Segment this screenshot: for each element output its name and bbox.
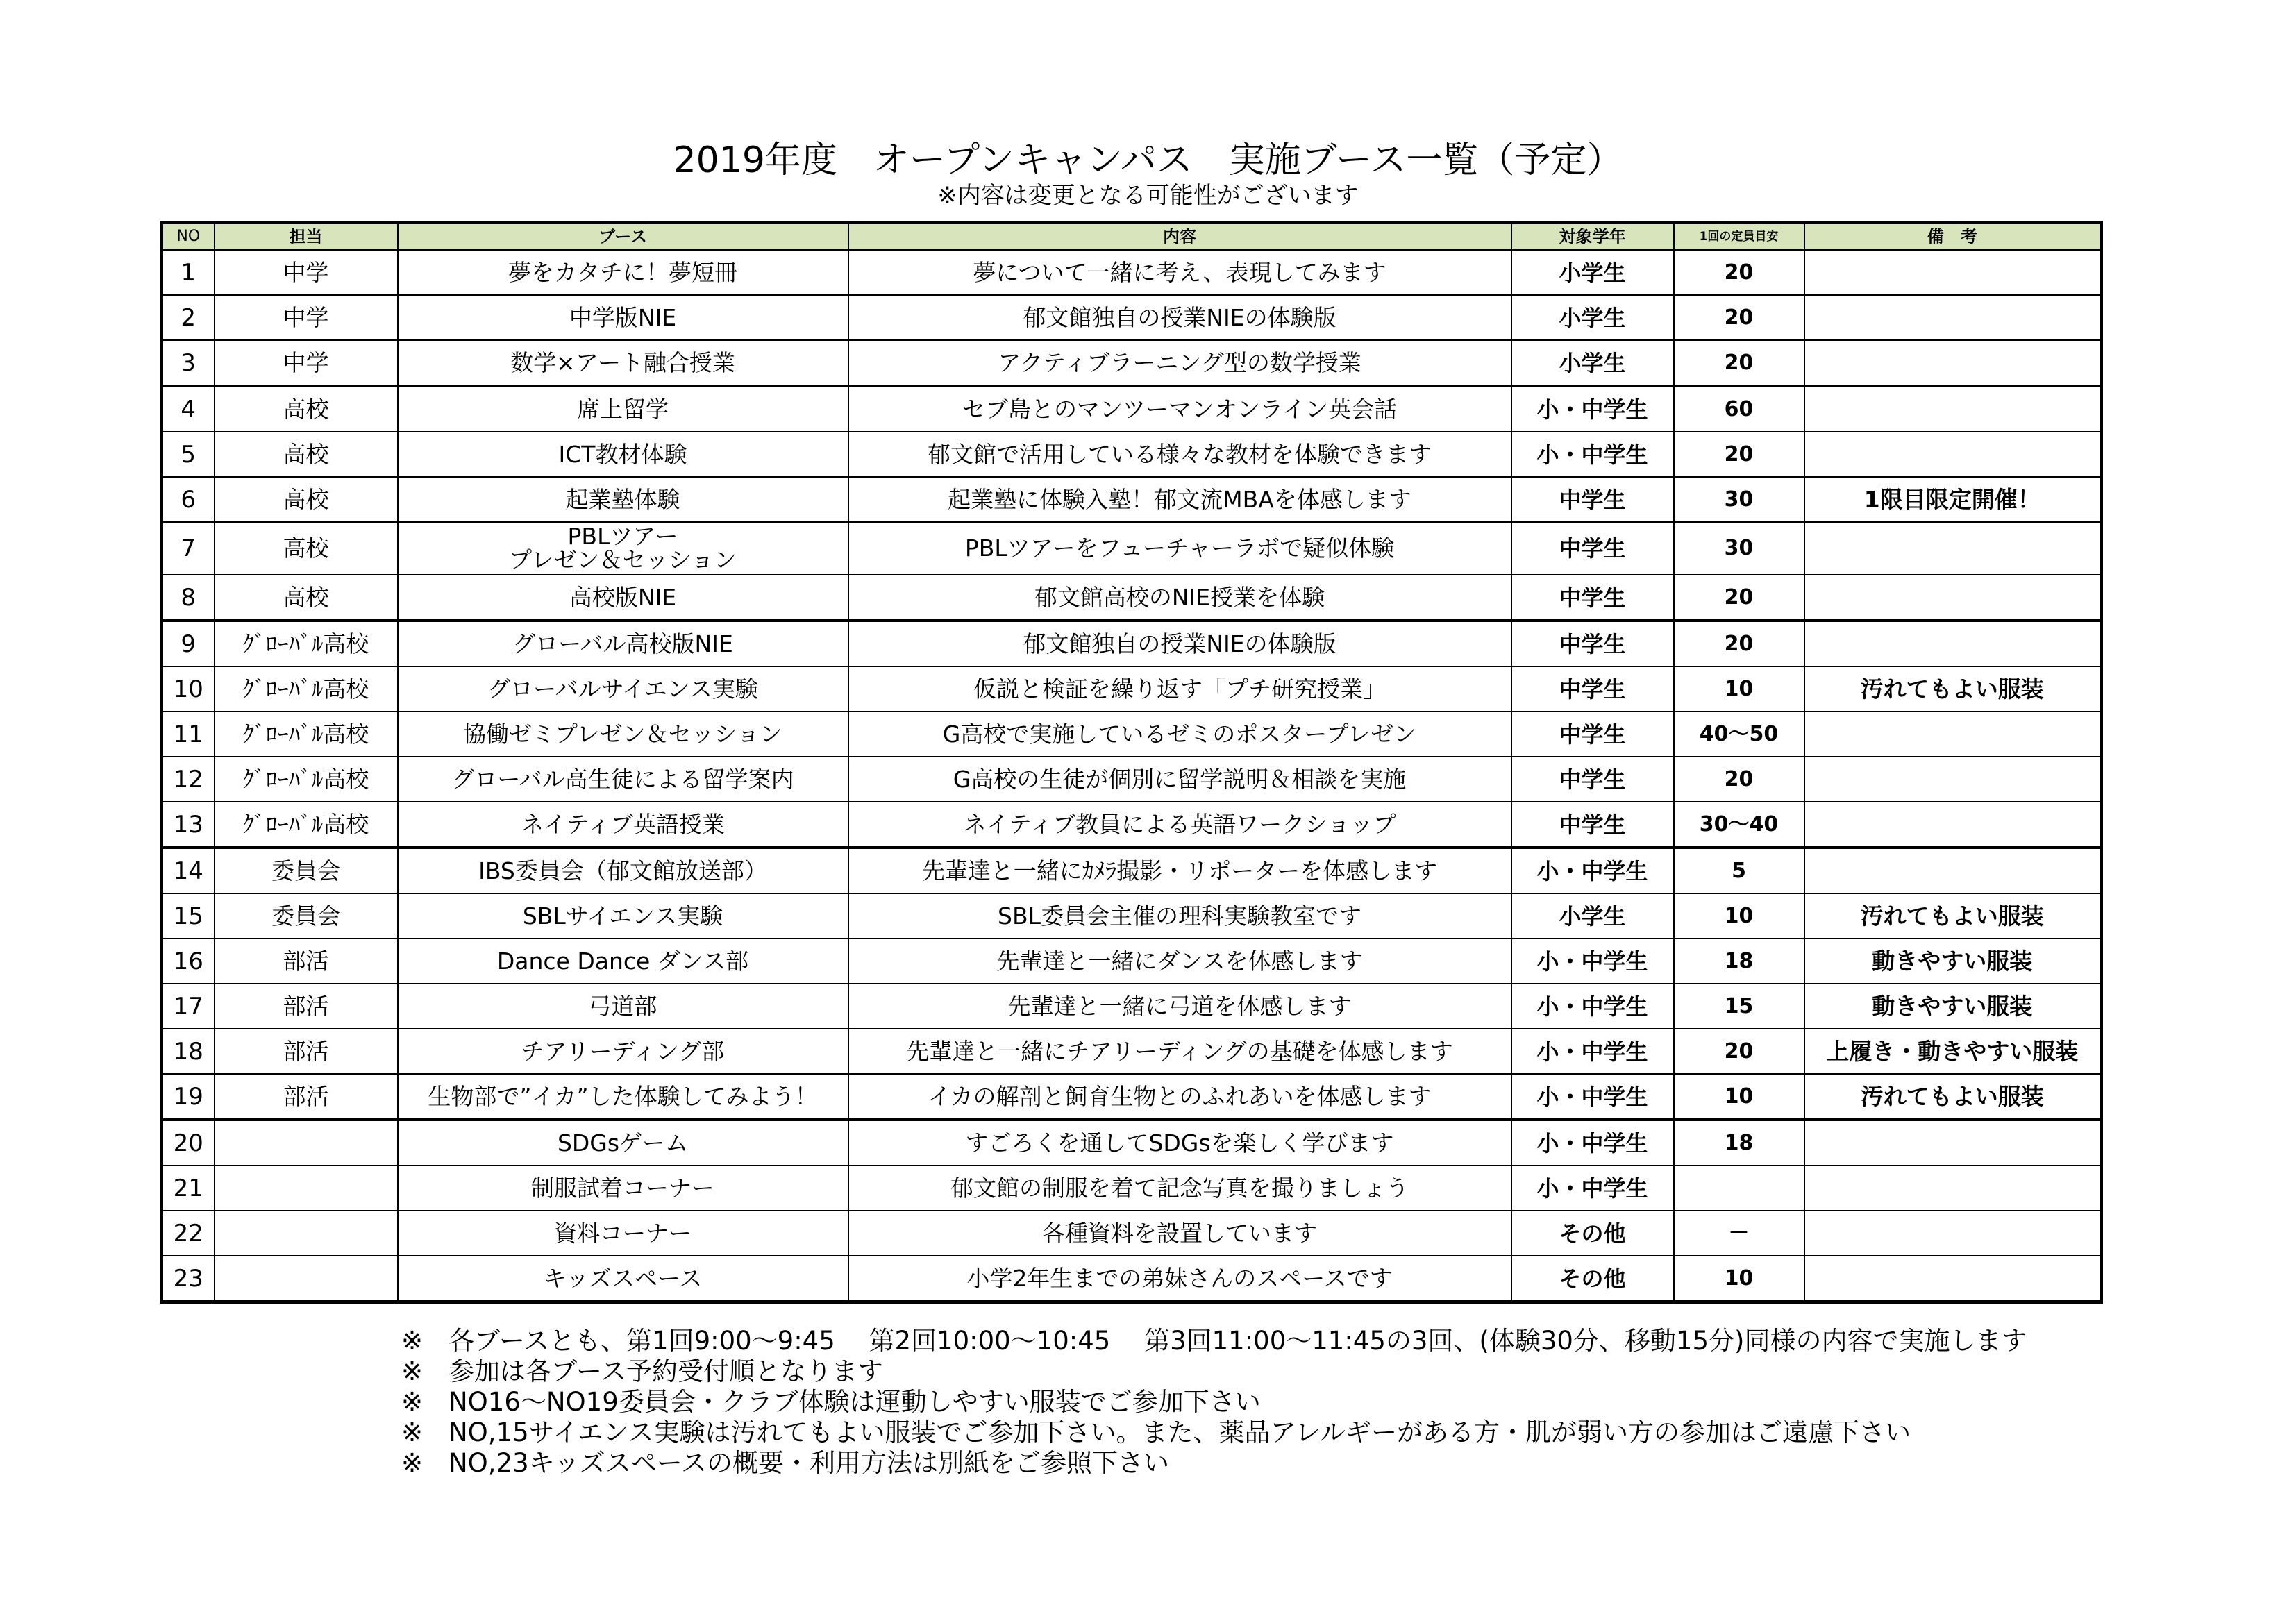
cell-content: 起業塾に体験入塾！郁文流MBAを体感します (848, 477, 1511, 522)
cell-no: 9 (162, 621, 215, 666)
cell-capacity: 20 (1674, 250, 1804, 295)
cell-capacity: 30 (1674, 522, 1804, 575)
cell-content: SBL委員会主催の理科実験教室です (848, 893, 1511, 939)
footnote-4: ※ NO,15サイエンス実験は汚れてもよい服装でご参加下さい。また、薬品アレルギーがある方・肌が弱い方の参加はご遠慮下さい (401, 1418, 1911, 1447)
footnote-1: ※ 各ブースとも、第1回9:00～9:45 第2回10:00～10:45 第3回11:00～11:45の3回、(体験30分、移動15分)同様の内容で実施します (401, 1326, 2027, 1356)
table-row (162, 802, 2102, 848)
cell-content: 先輩達と一緒に弓道を体感します (848, 984, 1511, 1029)
cell-dept: ｸﾞﾛｰﾊﾞﾙ高校 (215, 666, 398, 712)
table-row (162, 757, 2102, 802)
table-row (162, 432, 2102, 477)
cell-note (1804, 712, 2102, 757)
cell-dept (215, 1120, 398, 1166)
table-header-row (162, 223, 2102, 251)
cell-target: 小・中学生 (1511, 939, 1674, 984)
cell-dept: 部活 (215, 984, 398, 1029)
table-row (162, 250, 2102, 295)
cell-booth: グローバルサイエンス実験 (398, 666, 848, 712)
cell-no: 5 (162, 432, 215, 477)
cell-no: 21 (162, 1166, 215, 1211)
cell-target: 小・中学生 (1511, 386, 1674, 432)
cell-dept: 高校 (215, 386, 398, 432)
cell-note: 汚れてもよい服装 (1804, 893, 2102, 939)
cell-note (1804, 621, 2102, 666)
cell-target: 中学生 (1511, 522, 1674, 575)
cell-note (1804, 340, 2102, 386)
cell-content: 先輩達と一緒にチアリーディングの基礎を体感します (848, 1029, 1511, 1074)
cell-target: 小・中学生 (1511, 1166, 1674, 1211)
header-note: 備 考 (1804, 223, 2102, 251)
table-body (162, 250, 2102, 1302)
table-row (162, 848, 2102, 893)
cell-no: 18 (162, 1029, 215, 1074)
cell-target: 小学生 (1511, 250, 1674, 295)
table-row (162, 1211, 2102, 1256)
cell-dept: 高校 (215, 522, 398, 575)
cell-no: 2 (162, 295, 215, 340)
cell-note: 汚れてもよい服装 (1804, 1074, 2102, 1120)
cell-note (1804, 1120, 2102, 1166)
cell-capacity: 20 (1674, 1029, 1804, 1074)
cell-target: 小学生 (1511, 340, 1674, 386)
cell-capacity: 10 (1674, 1074, 1804, 1120)
cell-booth: グローバル高校版NIE (398, 621, 848, 666)
page-subtitle: ※内容は変更となる可能性がございます (937, 182, 1359, 210)
table-row (162, 939, 2102, 984)
cell-dept: ｸﾞﾛｰﾊﾞﾙ高校 (215, 712, 398, 757)
cell-content: 郁文館高校のNIE授業を体験 (848, 575, 1511, 621)
cell-dept: ｸﾞﾛｰﾊﾞﾙ高校 (215, 621, 398, 666)
page-title: 2019年度 オープンキャンパス 実施ブース一覧（予定） (673, 140, 1623, 181)
cell-capacity: 10 (1674, 1256, 1804, 1302)
cell-capacity: 20 (1674, 621, 1804, 666)
cell-target: 小・中学生 (1511, 848, 1674, 893)
cell-content: 先輩達と一緒にダンスを体感します (848, 939, 1511, 984)
table-row (162, 712, 2102, 757)
cell-target: 小・中学生 (1511, 1029, 1674, 1074)
cell-note (1804, 757, 2102, 802)
header-content: 内容 (848, 223, 1511, 251)
cell-capacity: 30～40 (1674, 802, 1804, 848)
table-row (162, 386, 2102, 432)
cell-booth: 協働ゼミプレゼン＆セッション (398, 712, 848, 757)
cell-no: 11 (162, 712, 215, 757)
cell-no: 15 (162, 893, 215, 939)
cell-no: 3 (162, 340, 215, 386)
cell-target: その他 (1511, 1256, 1674, 1302)
cell-content: G高校の生徒が個別に留学説明＆相談を実施 (848, 757, 1511, 802)
cell-content: 小学2年生までの弟妹さんのスペースです (848, 1256, 1511, 1302)
cell-content: 先輩達と一緒にｶﾒﾗ撮影・リポーターを体感します (848, 848, 1511, 893)
cell-target: 中学生 (1511, 477, 1674, 522)
cell-booth: Dance Dance ダンス部 (398, 939, 848, 984)
cell-no: 8 (162, 575, 215, 621)
cell-booth: 高校版NIE (398, 575, 848, 621)
cell-capacity: 20 (1674, 295, 1804, 340)
cell-note: 動きやすい服装 (1804, 984, 2102, 1029)
cell-content: 郁文館の制服を着て記念写真を撮りましょう (848, 1166, 1511, 1211)
header-dept: 担当 (215, 223, 398, 251)
cell-note (1804, 848, 2102, 893)
cell-no: 14 (162, 848, 215, 893)
cell-note (1804, 1256, 2102, 1302)
cell-dept: 中学 (215, 250, 398, 295)
table-row (162, 1166, 2102, 1211)
cell-capacity: 18 (1674, 1120, 1804, 1166)
cell-target: 中学生 (1511, 621, 1674, 666)
cell-content: セブ島とのマンツーマンオンライン英会話 (848, 386, 1511, 432)
cell-booth: 起業塾体験 (398, 477, 848, 522)
cell-capacity: 10 (1674, 893, 1804, 939)
table-row (162, 1074, 2102, 1120)
cell-capacity: 20 (1674, 432, 1804, 477)
table-row (162, 522, 2102, 575)
cell-note: 上履き・動きやすい服装 (1804, 1029, 2102, 1074)
cell-capacity: － (1674, 1211, 1804, 1256)
cell-target: 中学生 (1511, 712, 1674, 757)
cell-booth: 制服試着コーナー (398, 1166, 848, 1211)
cell-capacity: 20 (1674, 575, 1804, 621)
cell-booth: SDGsゲーム (398, 1120, 848, 1166)
cell-capacity (1674, 1166, 1804, 1211)
cell-booth: 生物部で”イカ”した体験してみよう！ (398, 1074, 848, 1120)
cell-dept: 高校 (215, 477, 398, 522)
cell-note (1804, 522, 2102, 575)
table-row (162, 666, 2102, 712)
cell-booth: 数学×アート融合授業 (398, 340, 848, 386)
cell-booth: IBS委員会（郁文館放送部） (398, 848, 848, 893)
cell-note: 汚れてもよい服装 (1804, 666, 2102, 712)
table-row (162, 1120, 2102, 1166)
cell-note (1804, 1211, 2102, 1256)
cell-capacity: 10 (1674, 666, 1804, 712)
header-booth: ブース (398, 223, 848, 251)
cell-dept (215, 1166, 398, 1211)
cell-dept: ｸﾞﾛｰﾊﾞﾙ高校 (215, 757, 398, 802)
cell-note (1804, 432, 2102, 477)
header-no: NO (162, 223, 215, 251)
cell-booth: ネイティブ英語授業 (398, 802, 848, 848)
cell-content: 郁文館独自の授業NIEの体験版 (848, 621, 1511, 666)
cell-note (1804, 386, 2102, 432)
cell-target: 中学生 (1511, 802, 1674, 848)
table-row (162, 477, 2102, 522)
cell-booth: 中学版NIE (398, 295, 848, 340)
cell-booth: キッズスペース (398, 1256, 848, 1302)
table-row (162, 1029, 2102, 1074)
cell-booth: グローバル高生徒による留学案内 (398, 757, 848, 802)
cell-target: 小・中学生 (1511, 432, 1674, 477)
cell-dept: 部活 (215, 1029, 398, 1074)
cell-capacity: 5 (1674, 848, 1804, 893)
cell-content: ネイティブ教員による英語ワークショップ (848, 802, 1511, 848)
cell-dept: 委員会 (215, 893, 398, 939)
header-capacity: 1回の定員目安 (1674, 223, 1804, 251)
footnote-3: ※ NO16～NO19委員会・クラブ体験は運動しやすい服装でご参加下さい (401, 1387, 1261, 1417)
cell-no: 16 (162, 939, 215, 984)
cell-booth: 資料コーナー (398, 1211, 848, 1256)
cell-dept: 中学 (215, 295, 398, 340)
table-row (162, 621, 2102, 666)
cell-capacity: 60 (1674, 386, 1804, 432)
cell-no: 17 (162, 984, 215, 1029)
cell-target: 小・中学生 (1511, 984, 1674, 1029)
table-row (162, 575, 2102, 621)
cell-target: その他 (1511, 1211, 1674, 1256)
cell-dept (215, 1211, 398, 1256)
cell-note (1804, 1166, 2102, 1211)
cell-content: G高校で実施しているゼミのポスタープレゼン (848, 712, 1511, 757)
cell-note: 1限目限定開催！ (1804, 477, 2102, 522)
cell-note (1804, 250, 2102, 295)
cell-booth: SBLサイエンス実験 (398, 893, 848, 939)
cell-booth: 席上留学 (398, 386, 848, 432)
cell-no: 19 (162, 1074, 215, 1120)
cell-no: 6 (162, 477, 215, 522)
cell-no: 23 (162, 1256, 215, 1302)
cell-content: PBLツアーをフューチャーラボで疑似体験 (848, 522, 1511, 575)
cell-content: イカの解剖と飼育生物とのふれあいを体感します (848, 1074, 1511, 1120)
booth-table (160, 221, 2103, 1304)
cell-note (1804, 575, 2102, 621)
table-row (162, 893, 2102, 939)
cell-note: 動きやすい服装 (1804, 939, 2102, 984)
cell-no: 1 (162, 250, 215, 295)
cell-no: 10 (162, 666, 215, 712)
cell-content: 郁文館独自の授業NIEの体験版 (848, 295, 1511, 340)
cell-content: すごろくを通してSDGsを楽しく学びます (848, 1120, 1511, 1166)
cell-dept: ｸﾞﾛｰﾊﾞﾙ高校 (215, 802, 398, 848)
cell-capacity: 20 (1674, 757, 1804, 802)
table-row (162, 295, 2102, 340)
cell-target: 中学生 (1511, 666, 1674, 712)
cell-booth: 夢をカタチに！夢短冊 (398, 250, 848, 295)
cell-target: 小学生 (1511, 295, 1674, 340)
cell-dept: 中学 (215, 340, 398, 386)
cell-booth: ICT教材体験 (398, 432, 848, 477)
cell-content: アクティブラーニング型の数学授業 (848, 340, 1511, 386)
footnote-2: ※ 参加は各ブース予約受付順となります (401, 1356, 884, 1386)
cell-capacity: 18 (1674, 939, 1804, 984)
table-row (162, 984, 2102, 1029)
cell-dept: 部活 (215, 939, 398, 984)
header-target: 対象学年 (1511, 223, 1674, 251)
cell-capacity: 30 (1674, 477, 1804, 522)
cell-capacity: 20 (1674, 340, 1804, 386)
cell-target: 小・中学生 (1511, 1120, 1674, 1166)
cell-target: 中学生 (1511, 757, 1674, 802)
cell-dept: 高校 (215, 432, 398, 477)
cell-capacity: 40～50 (1674, 712, 1804, 757)
cell-no: 12 (162, 757, 215, 802)
cell-capacity: 15 (1674, 984, 1804, 1029)
cell-target: 中学生 (1511, 575, 1674, 621)
cell-dept: 部活 (215, 1074, 398, 1120)
cell-booth: チアリーディング部 (398, 1029, 848, 1074)
cell-dept: 委員会 (215, 848, 398, 893)
cell-no: 20 (162, 1120, 215, 1166)
table-row (162, 1256, 2102, 1302)
cell-note (1804, 295, 2102, 340)
footnote-5: ※ NO,23キッズスペースの概要・利用方法は別紙をご参照下さい (401, 1448, 1170, 1478)
cell-booth: PBLツアー プレゼン＆セッション (398, 522, 848, 575)
cell-content: 各種資料を設置しています (848, 1211, 1511, 1256)
cell-target: 小学生 (1511, 893, 1674, 939)
cell-no: 4 (162, 386, 215, 432)
cell-no: 13 (162, 802, 215, 848)
cell-dept (215, 1256, 398, 1302)
cell-dept: 高校 (215, 575, 398, 621)
cell-content: 夢について一緒に考え、表現してみます (848, 250, 1511, 295)
cell-content: 郁文館で活用している様々な教材を体験できます (848, 432, 1511, 477)
footnotes (401, 1326, 2027, 1479)
cell-target: 小・中学生 (1511, 1074, 1674, 1120)
cell-note (1804, 802, 2102, 848)
cell-content: 仮説と検証を繰り返す「プチ研究授業」 (848, 666, 1511, 712)
cell-no: 22 (162, 1211, 215, 1256)
table-row (162, 340, 2102, 386)
cell-booth: 弓道部 (398, 984, 848, 1029)
cell-no: 7 (162, 522, 215, 575)
